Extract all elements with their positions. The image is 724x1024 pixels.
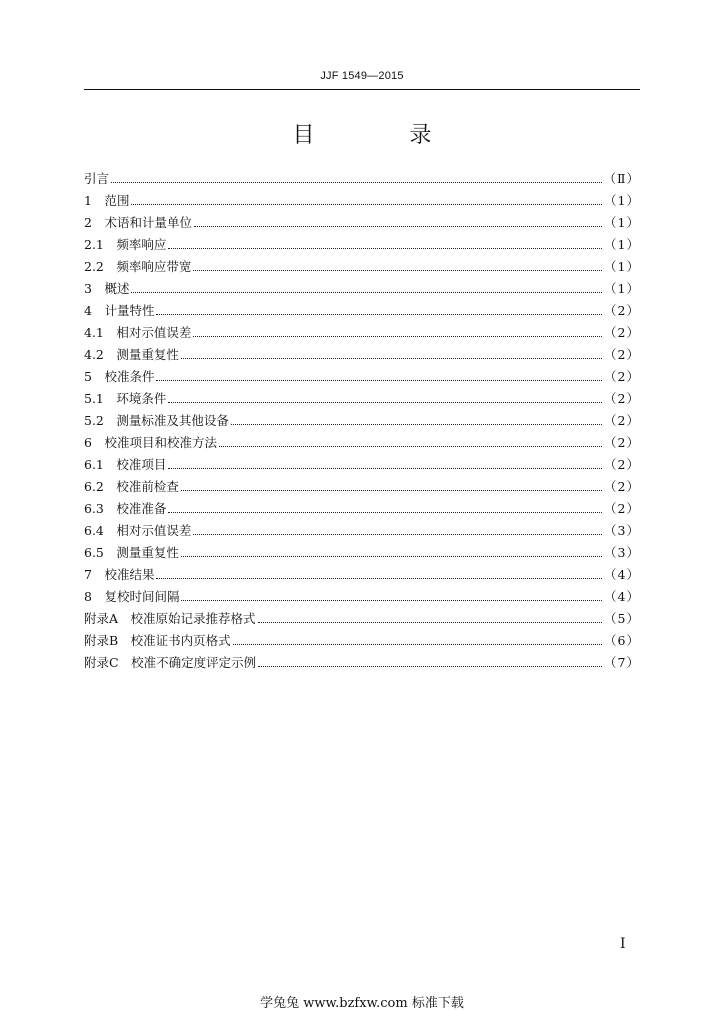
- toc-dot-leader: [219, 446, 602, 447]
- toc-entry[interactable]: [84, 234, 640, 256]
- standard-code-header: JJF 1549—2015: [320, 70, 404, 82]
- toc-entry-label: 5 校准条件: [84, 369, 155, 384]
- toc-dot-leader: [168, 468, 602, 469]
- toc-entry-page: （2）: [604, 347, 640, 362]
- toc-dot-leader: [131, 204, 602, 205]
- toc-entry[interactable]: [84, 168, 640, 190]
- toc-dot-leader: [258, 666, 602, 667]
- toc-entry-label: 5.2 测量标准及其他设备: [84, 413, 229, 428]
- toc-dot-leader: [131, 292, 602, 293]
- toc-entry-page: （1）: [604, 237, 640, 252]
- toc-entry-label: 3 概述: [84, 281, 130, 296]
- toc-entry[interactable]: [84, 454, 640, 476]
- toc-entry[interactable]: [84, 432, 640, 454]
- toc-entry-label: 附录B 校准证书内页格式: [84, 633, 231, 648]
- toc-dot-leader: [193, 336, 602, 337]
- toc-dot-leader: [181, 556, 602, 557]
- toc-entry-page: （4）: [604, 589, 640, 604]
- toc-entry-page: （2）: [604, 435, 640, 450]
- toc-entry[interactable]: [84, 322, 640, 344]
- table-of-contents: [84, 168, 640, 674]
- toc-entry-label: 8 复校时间间隔: [84, 589, 180, 604]
- toc-entry-page: （1）: [604, 193, 640, 208]
- header-rule: [84, 89, 640, 90]
- toc-entry-label: 5.1 环境条件: [84, 391, 167, 406]
- toc-dot-leader: [168, 402, 602, 403]
- toc-entry-label: 6.2 校准前检查: [84, 479, 179, 494]
- toc-entry[interactable]: [84, 212, 640, 234]
- toc-entry-label: 2 术语和计量单位: [84, 215, 192, 230]
- toc-dot-leader: [168, 248, 602, 249]
- toc-entry-page: （5）: [604, 611, 640, 626]
- toc-entry-label: 2.2 频率响应带宽: [84, 259, 192, 274]
- toc-entry-label: 1 范围: [84, 193, 130, 208]
- toc-entry-page: （7）: [604, 655, 640, 670]
- toc-entry[interactable]: [84, 256, 640, 278]
- toc-entry[interactable]: [84, 388, 640, 410]
- page-title: 目 录: [292, 123, 476, 148]
- footer-watermark: 学兔兔 www.bzfxw.com 标准下载: [260, 996, 464, 1011]
- toc-entry-page: （2）: [604, 369, 640, 384]
- toc-dot-leader: [258, 622, 603, 623]
- toc-entry-page: （1）: [604, 281, 640, 296]
- toc-entry-label: 7 校准结果: [84, 567, 155, 582]
- page-number: I: [620, 936, 626, 952]
- toc-dot-leader: [231, 424, 602, 425]
- toc-dot-leader: [156, 578, 602, 579]
- toc-entry-label: 6.4 相对示值误差: [84, 523, 192, 538]
- toc-entry-label: 6.1 校准项目: [84, 457, 167, 472]
- toc-dot-leader: [194, 226, 602, 227]
- toc-entry-label: 6.3 校准准备: [84, 501, 167, 516]
- toc-dot-leader: [181, 600, 602, 601]
- toc-entry[interactable]: [84, 300, 640, 322]
- toc-entry-label: 6.5 测量重复性: [84, 545, 179, 560]
- toc-entry-page: （2）: [604, 479, 640, 494]
- toc-entry-label: 2.1 频率响应: [84, 237, 167, 252]
- toc-entry[interactable]: [84, 630, 640, 652]
- toc-entry[interactable]: [84, 278, 640, 300]
- toc-entry-page: （6）: [604, 633, 640, 648]
- toc-entry-page: （4）: [604, 567, 640, 582]
- toc-dot-leader: [156, 314, 602, 315]
- toc-entry-page: （2）: [604, 413, 640, 428]
- toc-dot-leader: [233, 644, 602, 645]
- toc-dot-leader: [181, 358, 602, 359]
- toc-entry[interactable]: [84, 520, 640, 542]
- toc-entry-label: 4.1 相对示值误差: [84, 325, 192, 340]
- toc-dot-leader: [111, 182, 601, 183]
- toc-entry-page: （2）: [604, 303, 640, 318]
- toc-entry[interactable]: [84, 476, 640, 498]
- toc-dot-leader: [193, 270, 602, 271]
- toc-entry-label: 引言: [84, 171, 110, 186]
- toc-entry[interactable]: [84, 366, 640, 388]
- toc-entry[interactable]: [84, 652, 640, 674]
- toc-entry-page: （2）: [604, 501, 640, 516]
- toc-entry-page: （3）: [604, 523, 640, 538]
- toc-entry[interactable]: [84, 190, 640, 212]
- toc-entry-page: （2）: [604, 325, 640, 340]
- toc-entry[interactable]: [84, 498, 640, 520]
- toc-dot-leader: [181, 490, 602, 491]
- toc-dot-leader: [156, 380, 602, 381]
- toc-entry[interactable]: [84, 410, 640, 432]
- toc-entry-label: 附录A 校准原始记录推荐格式: [84, 611, 256, 626]
- toc-entry[interactable]: [84, 608, 640, 630]
- toc-entry-page: （Ⅱ）: [603, 171, 640, 186]
- toc-entry[interactable]: [84, 564, 640, 586]
- toc-entry[interactable]: [84, 344, 640, 366]
- toc-entry-label: 4.2 测量重复性: [84, 347, 179, 362]
- toc-entry[interactable]: [84, 542, 640, 564]
- toc-entry-label: 6 校准项目和校准方法: [84, 435, 217, 450]
- toc-entry-page: （2）: [604, 391, 640, 406]
- toc-entry-page: （1）: [604, 215, 640, 230]
- toc-entry-page: （3）: [604, 545, 640, 560]
- toc-entry-label: 附录C 校准不确定度评定示例: [84, 655, 257, 670]
- toc-dot-leader: [168, 512, 602, 513]
- toc-entry-page: （1）: [604, 259, 640, 274]
- toc-entry[interactable]: [84, 586, 640, 608]
- toc-entry-page: （2）: [604, 457, 640, 472]
- toc-entry-label: 4 计量特性: [84, 303, 155, 318]
- toc-dot-leader: [193, 534, 602, 535]
